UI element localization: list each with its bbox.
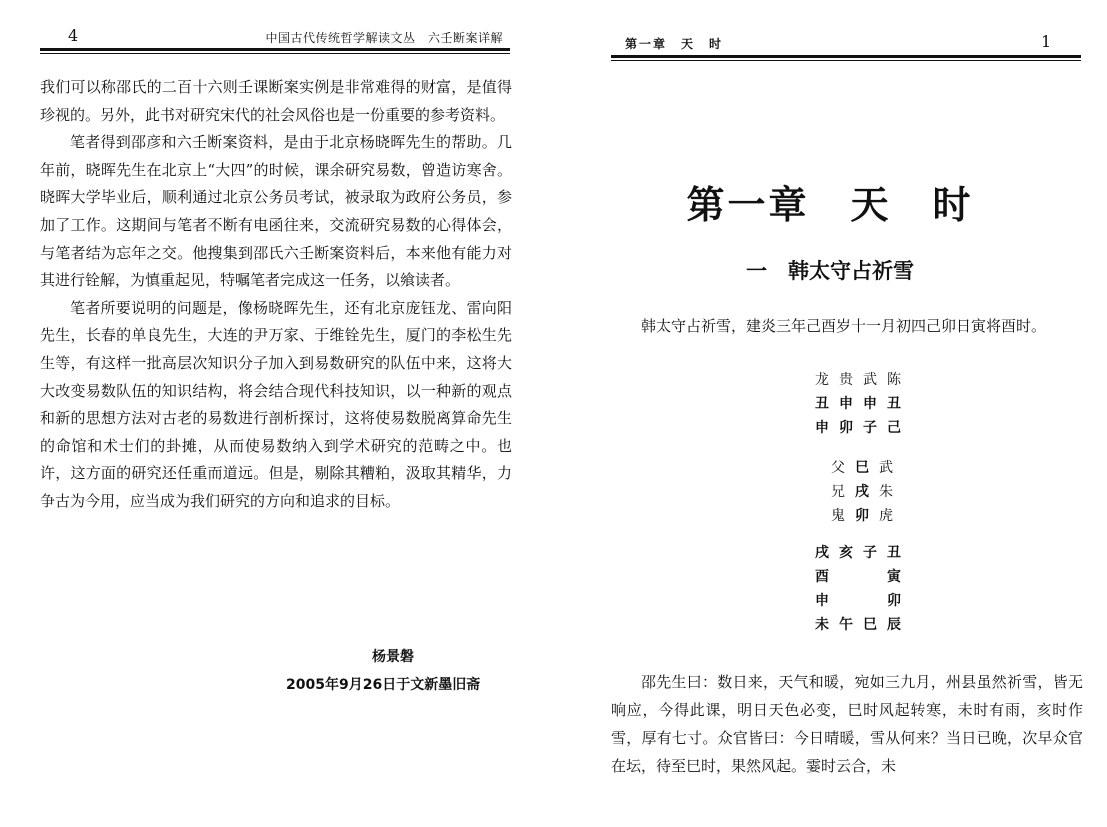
pan-cell: 兄 <box>831 484 845 500</box>
pan-cell: 丑 <box>887 545 901 561</box>
pan-cell: 戌 <box>855 484 869 500</box>
signature-name: 杨景磐 <box>372 649 414 665</box>
pan-cell: 贵 <box>839 372 853 388</box>
san-chuan-block <box>810 368 906 440</box>
paragraph: 笔者所要说明的问题是，像杨晓晖先生，还有北京庞钰龙、雷向阳先生，长春的单良先生，大连的尹万家、于维铨先生，厦门的李松生先生等，有这样一批高层次知识分子加入到易数研究的队伍中来，这将大大改变易数队伍的知识结构，将会结合现代科技知识，以一种新的观点和新的思想方法对古老的易数进行剖析探讨，这将使易数脱离算命先生的命馆和术士们的卦摊，从而使易数纳入到学术研究的范畴之中。也许，这方面的研究还任重而道远。但是，剔除其糟粕，汲取其精华，力争古为今用，应当成为我们研究的方向和追求的目标。 <box>40 298 512 510</box>
left-header-rule-thin <box>40 53 510 54</box>
commentary-text <box>611 668 1083 780</box>
pan-cell: 父 <box>831 460 845 476</box>
pan-cell: 陈 <box>887 372 901 388</box>
intro-text <box>611 312 1083 341</box>
left-page-number: 4 <box>68 26 79 45</box>
right-page-number: 1 <box>1041 32 1052 51</box>
paragraph: 笔者得到邵彦和六壬断案资料，是由于北京杨晓晖先生的帮助。几年前，晓晖先生在北京上“大四”的时候，课余研究易数，曾造访寒舍。晓晖大学毕业后，顺利通过北京公务员考试，被录取为政府公务员，参加了工作。这期间与笔者不断有电函往来，交流研究易数的心得体会，与笔者结为忘年之交。他搜集到邵氏六壬断案资料后，本来他有能力对其进行铨解，为慎重起见，特嘱笔者完成这一任务，以飨读者。 <box>40 133 512 290</box>
pan-row <box>810 392 906 416</box>
pan-row <box>826 504 898 528</box>
left-body-text <box>40 74 512 516</box>
left-running-head: 中国古代传统哲学解读文丛 六壬断案详解 <box>265 31 503 45</box>
pan-cell: 丑 <box>815 396 829 412</box>
pan-cell <box>834 565 858 589</box>
pan-row <box>826 480 898 504</box>
pan-cell: 丑 <box>887 396 901 412</box>
pan-cell <box>858 589 882 613</box>
pan-cell: 巳 <box>855 460 869 476</box>
chapter-title: 第一章 天 时 <box>686 183 974 227</box>
right-header-rule <box>611 55 1081 58</box>
pan-cell: 巳 <box>863 617 877 633</box>
right-running-head: 第一章 天 时 <box>625 37 724 51</box>
paragraph: 我们可以称邵氏的二百十六则壬课断案实例是非常难得的财富，是值得珍视的。另外，此书对研究宋代的社会风俗也是一份重要的参考资料。 <box>40 78 512 124</box>
pan-cell: 子 <box>863 545 877 561</box>
pan-cell: 子 <box>863 420 877 436</box>
tian-di-pan-block <box>810 541 906 637</box>
left-header-rule <box>40 48 510 51</box>
pan-row <box>810 589 906 613</box>
right-header-rule-thin <box>611 60 1081 61</box>
section-title: 一 韩太守占祈雪 <box>746 259 914 283</box>
paragraph: 邵先生曰：数日来，天气和暖，宛如三九月，州县虽然祈雪，皆无响应，今得此课，明日天色必变，巳时风起转寒，未时有雨，亥时作雪，厚有七寸。众官皆曰：今日晴暖，雪从何来？当日已晚，次早众官在坛，待至巳时，果然风起。霎时云合，未 <box>611 673 1083 775</box>
pan-row <box>810 368 906 392</box>
pan-cell: 酉 <box>815 569 829 585</box>
pan-cell <box>858 565 882 589</box>
pan-cell: 鬼 <box>831 508 845 524</box>
pan-cell: 卯 <box>887 593 901 609</box>
right-page <box>553 0 1107 827</box>
pan-cell: 武 <box>879 460 893 476</box>
pan-cell: 武 <box>863 372 877 388</box>
pan-cell: 申 <box>839 396 853 412</box>
pan-row <box>810 416 906 440</box>
pan-cell: 虎 <box>879 508 893 524</box>
pan-cell: 申 <box>863 396 877 412</box>
si-ke-block <box>826 456 898 528</box>
pan-cell: 朱 <box>879 484 893 500</box>
pan-cell: 辰 <box>887 617 901 633</box>
pan-cell: 未 <box>815 617 829 633</box>
pan-cell: 卯 <box>839 420 853 436</box>
signature-date: 2005年9月26日于文新墨旧斋 <box>286 677 481 693</box>
pan-cell <box>834 589 858 613</box>
pan-cell: 午 <box>839 617 853 633</box>
pan-cell: 己 <box>887 420 901 436</box>
pan-row <box>810 565 906 589</box>
pan-cell: 亥 <box>839 545 853 561</box>
paragraph: 韩太守占祈雪，建炎三年己酉岁十一月初四己卯日寅将酉时。 <box>641 317 1047 335</box>
pan-cell: 申 <box>815 420 829 436</box>
pan-cell: 卯 <box>855 508 869 524</box>
left-page <box>0 0 553 827</box>
pan-cell: 寅 <box>887 569 901 585</box>
pan-cell: 龙 <box>815 372 829 388</box>
pan-cell: 戌 <box>815 545 829 561</box>
pan-row <box>810 613 906 637</box>
pan-row <box>826 456 898 480</box>
pan-row <box>810 541 906 565</box>
pan-cell: 申 <box>815 593 829 609</box>
